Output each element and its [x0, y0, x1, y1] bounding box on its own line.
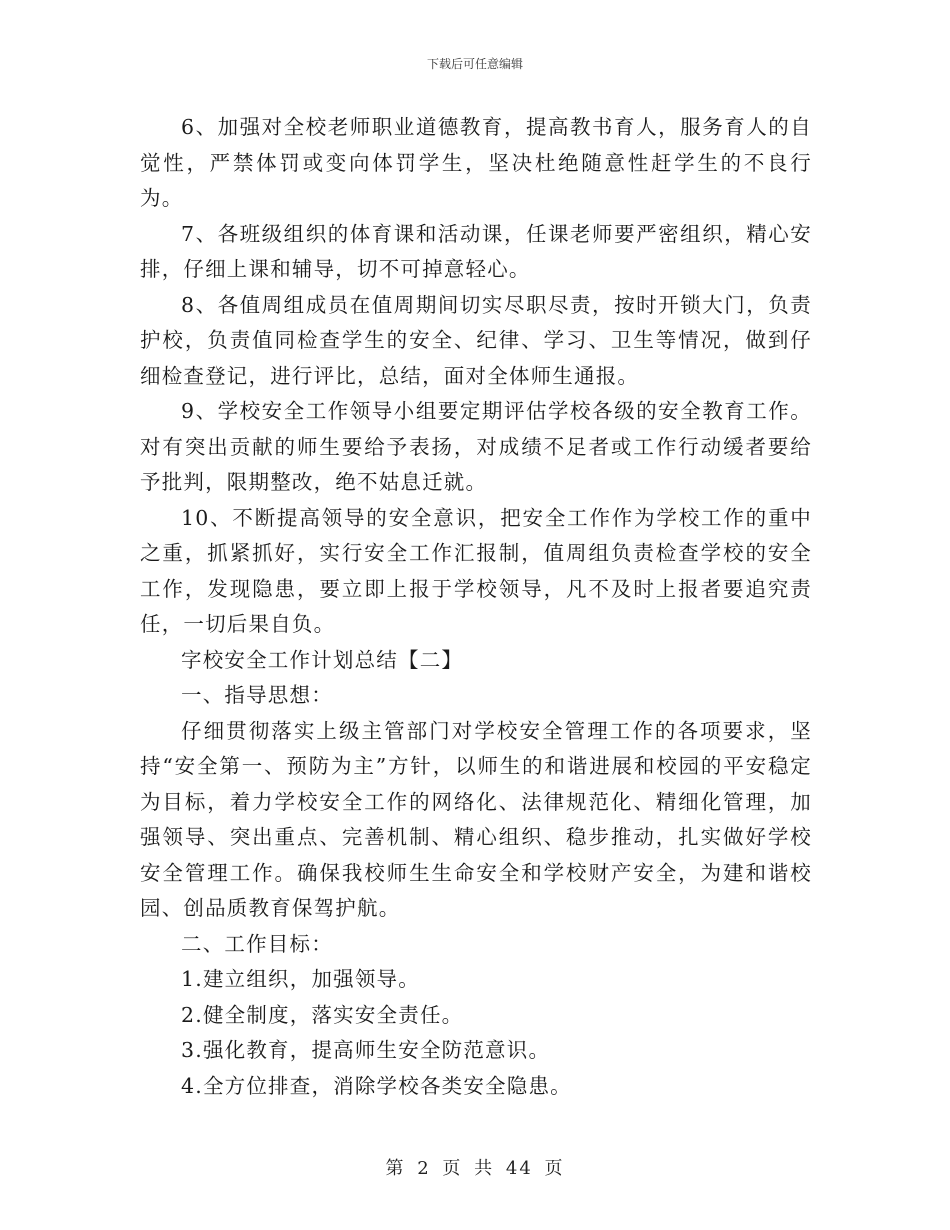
- document-body: [140, 110, 812, 1104]
- footer-current-page: 2: [417, 1158, 431, 1179]
- footer-suffix: 页: [544, 1158, 565, 1179]
- heading-work-goals: 二、工作目标：: [181, 931, 333, 956]
- goal-item-2: 2.健全制度，落实安全责任。: [181, 1002, 464, 1027]
- paragraph-item-9: 9、学校安全工作领导小组要定期评估学校各级的安全教育工作。对有突出贡献的师生要给予表扬，对成绩不足者或工作行动缓者要给予批判，限期整改，绝不姑息迁就。: [140, 399, 812, 494]
- goal-item-1: 1.建立组织，加强领导。: [181, 967, 420, 991]
- goal-item-4: 4.全方位排查，消除学校各类安全隐患。: [181, 1073, 572, 1098]
- goal-item-3: 3.强化教育，提高师生安全防范意识。: [181, 1038, 551, 1062]
- paragraph-item-7: 7、各班级组织的体育课和活动课，任课老师要严密组织，精心安排，仔细上课和辅导，切不可掉意轻心。: [140, 221, 812, 281]
- footer-prefix: 第: [385, 1158, 406, 1179]
- paragraph-item-8: 8、各值周组成员在值周期间切实尽职尽责，按时开锁大门，负责护校，负责值同检查学生的安全、纪律、学习、卫生等情况，做到仔细检查登记，进行评比，总结，面对全体师生通报。: [140, 292, 812, 388]
- paragraph-item-6: 6、加强对全校老师职业道德教育，提高教书育人，服务育人的自觉性，严禁体罚或变向体罚学生，坚决杜绝随意性赶学生的不良行为。: [140, 115, 812, 210]
- paragraph-item-10: 10、不断提高领导的安全意识，把安全工作作为学校工作的重中之重，抓紧抓好，实行安全工作汇报制，值周组负责检查学校的安全工作，发现隐患，要立即上报于学校领导，凡不及时上报者要追究责任，一切后果自负。: [140, 505, 812, 636]
- page-header-note: 下载后可任意编辑: [426, 57, 523, 71]
- paragraph-guiding-thought: 仔细贯彻落实上级主管部门对学校安全管理工作的各项要求，坚持“安全第一、预防为主”方针，以师生的和谐进展和校园的平安稳定为目标，着力学校安全工作的网络化、法律规范化、精细化管理，加强领导、突出重点、完善机制、精心组织、稳步推动，扎实做好学校安全管理工作。确保我校师生生命安全和学校财产安全，为建和谐校园、创品质教育保驾护航。: [140, 718, 812, 920]
- footer-total-word: 共: [474, 1158, 495, 1179]
- heading-guiding-thought: 一、指导思想：: [181, 683, 333, 707]
- section-title: 字校安全工作计划总结【二】: [181, 647, 464, 672]
- page-footer: [0, 1154, 950, 1180]
- footer-page-word: 页: [442, 1158, 463, 1179]
- footer-total-pages: 44: [505, 1158, 533, 1179]
